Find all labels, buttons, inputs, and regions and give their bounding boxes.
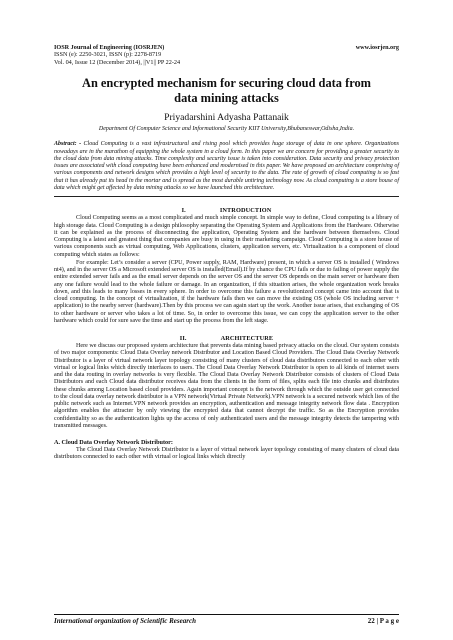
- paper-title: An encrypted mechanism for securing cloud data from data mining attacks: [82, 76, 371, 105]
- footer-organization: International organization of Scientific Research: [54, 617, 196, 625]
- section-number: I.: [181, 207, 186, 215]
- abstract: [54, 141, 399, 192]
- section-heading-architecture: [54, 335, 399, 342]
- abstract-divider: [54, 196, 399, 197]
- section-heading-introduction: [54, 207, 399, 214]
- section-title: INTRODUCTION: [219, 207, 272, 215]
- journal-header: [54, 44, 399, 66]
- subsection-heading: A. Cloud Data Overlay Network Distributor:: [54, 439, 173, 447]
- journal-issn: ISSN (e): 2250-3021, ISSN (p): 2278-8719: [54, 51, 162, 59]
- abstract-text: Cloud Computing is a vast infrastructural and rising pool which provides huge storage of data in one sphere. Organizations nowadays are in the marathon of equipping the whole system in a cloud form. In this paper we are concern for providing a greater security to the cloud data from data mining attacks. Time complexity and security issue is taken into consideration. Data security and privacy protection issues are associated with cloud computing have been enhanced and modernised in this paper. We have proposed an architecture comprising of various components and network designs which provides a high level of security to the data. The rate of growth of cloud computing is so fast that it has already put its head in the mortar and is spread as the most durable untiring technology now. As cloud computing is a store house of data which might get affected by data mining attacks so we have launched this architecture.: [54, 141, 399, 191]
- body-paragraph: Cloud Computing seems as a most complicated and much simple concept. In simple way to define, Cloud computing is a library of high storage data. Cloud Computing is a design philosophy separating the Operating System and Applications from the Hardware. Otherwise it can be explained as the process of disconnecting the application, Operating System and the hardware between themselves. Cloud Computing is a latest and greatest thing that companies are busy in using in their marketing campaign. Cloud Computing is a store house of various components such as virtual computing, Web Applications, clusters, application servers, etc. Virtualization is a component of cloud computing which states as follows:: [54, 215, 399, 258]
- page-footer: [54, 614, 399, 625]
- section-title: ARCHITECTURE: [220, 335, 274, 343]
- body-paragraph: Here we discuss our proposed system architecture that prevents data mining based privacy attacks on the cloud. Our system consists of two major components: Cloud Data Overlay network Distributor and Location Based Cloud Providers. The Cloud Data Overlay Network Distributor is a layer of virtual network layer topology consisting of many clusters of cloud data distributors connected to each other with virtual or logical links which directly interfaces to users. The Cloud Data Overlay Network Distributor is open to all kinds of internet users and the data routing in overlay networks is very flexible. The Cloud Data Overlay Network Distributor consists of clusters of Cloud Data Distributors and each Cloud data distributor receives data from the clients in the form of files, splits each file into chunks and distributes these chunks among Location based cloud providers. Again important concept is the network through which the outside user get connected to the cloud data overlay network distributor is a VPN network(Virtual Private Network).VPN network is a secured network which lies of the public network such as Internet.VPN network provides an encryption, authentication and message integrity network flow data . Encryption algorithm enables the attracter by only viewing the encrypted data that cannot decrypt the traffic. So as the Encryption provides confidentiality so as the authentication lights up the access of only authenticated users and the message integrity detects the tampering with transmitted messages.: [54, 343, 399, 429]
- section-number: II.: [179, 335, 187, 343]
- journal-website[interactable]: www.iosrjen.org: [355, 44, 399, 51]
- journal-name: IOSR Journal of Engineering (IOSRJEN): [54, 44, 165, 51]
- journal-volume: Vol. 04, Issue 12 (December 2014), ||V1|| PP 22-24: [54, 58, 181, 66]
- abstract-label: Abstract: -: [54, 141, 82, 148]
- author-name: Priyadarshini Adyasha Pattanaik: [164, 112, 289, 124]
- body-paragraph: For example: Let’s consider a server (CPU, Power supply, RAM, Hardware) present, in which a server OS is installed ( Windows nt4), and in the server OS a Microsoft extended server OS is installed(Email).If by chance the CPU fails or due to failing of power supply the entire extended server fails and as the email server depends on the server OS and the server OS depends on the main server or hardware then any one failure would lead to the whole failure or damage. In an organization, if this situation arises, the whole organization work breaks down, and this leads to many losses in every sphere. In order to overcome this failure a revolutionized concept came into account that is cloud computing. In the concept of virtualization, if the hardware fails then we can move the existing OS (whole OS including server + application) to the nearby server (hardware).Then by this process we can again start up the work. Another issue arises, that exchanging of OS to other hardware or server who takes a lot of time. So, in order to overcome this issue, we can copy the application server to the other hardware which could for sure save the time and start up the process from the left stage.: [54, 259, 399, 324]
- author-affiliation: Department Of Computer Science and Informational Security KIIT University,Bhubaneswar,Odisha,India.: [98, 126, 355, 133]
- body-paragraph: The Cloud Data Overlay Network Distributor is a layer of virtual network layer topology consisting of many clusters of cloud data distributors connected to each other with virtual or logical links which directly: [54, 447, 399, 461]
- page-number: 22 | P a g e: [367, 617, 399, 625]
